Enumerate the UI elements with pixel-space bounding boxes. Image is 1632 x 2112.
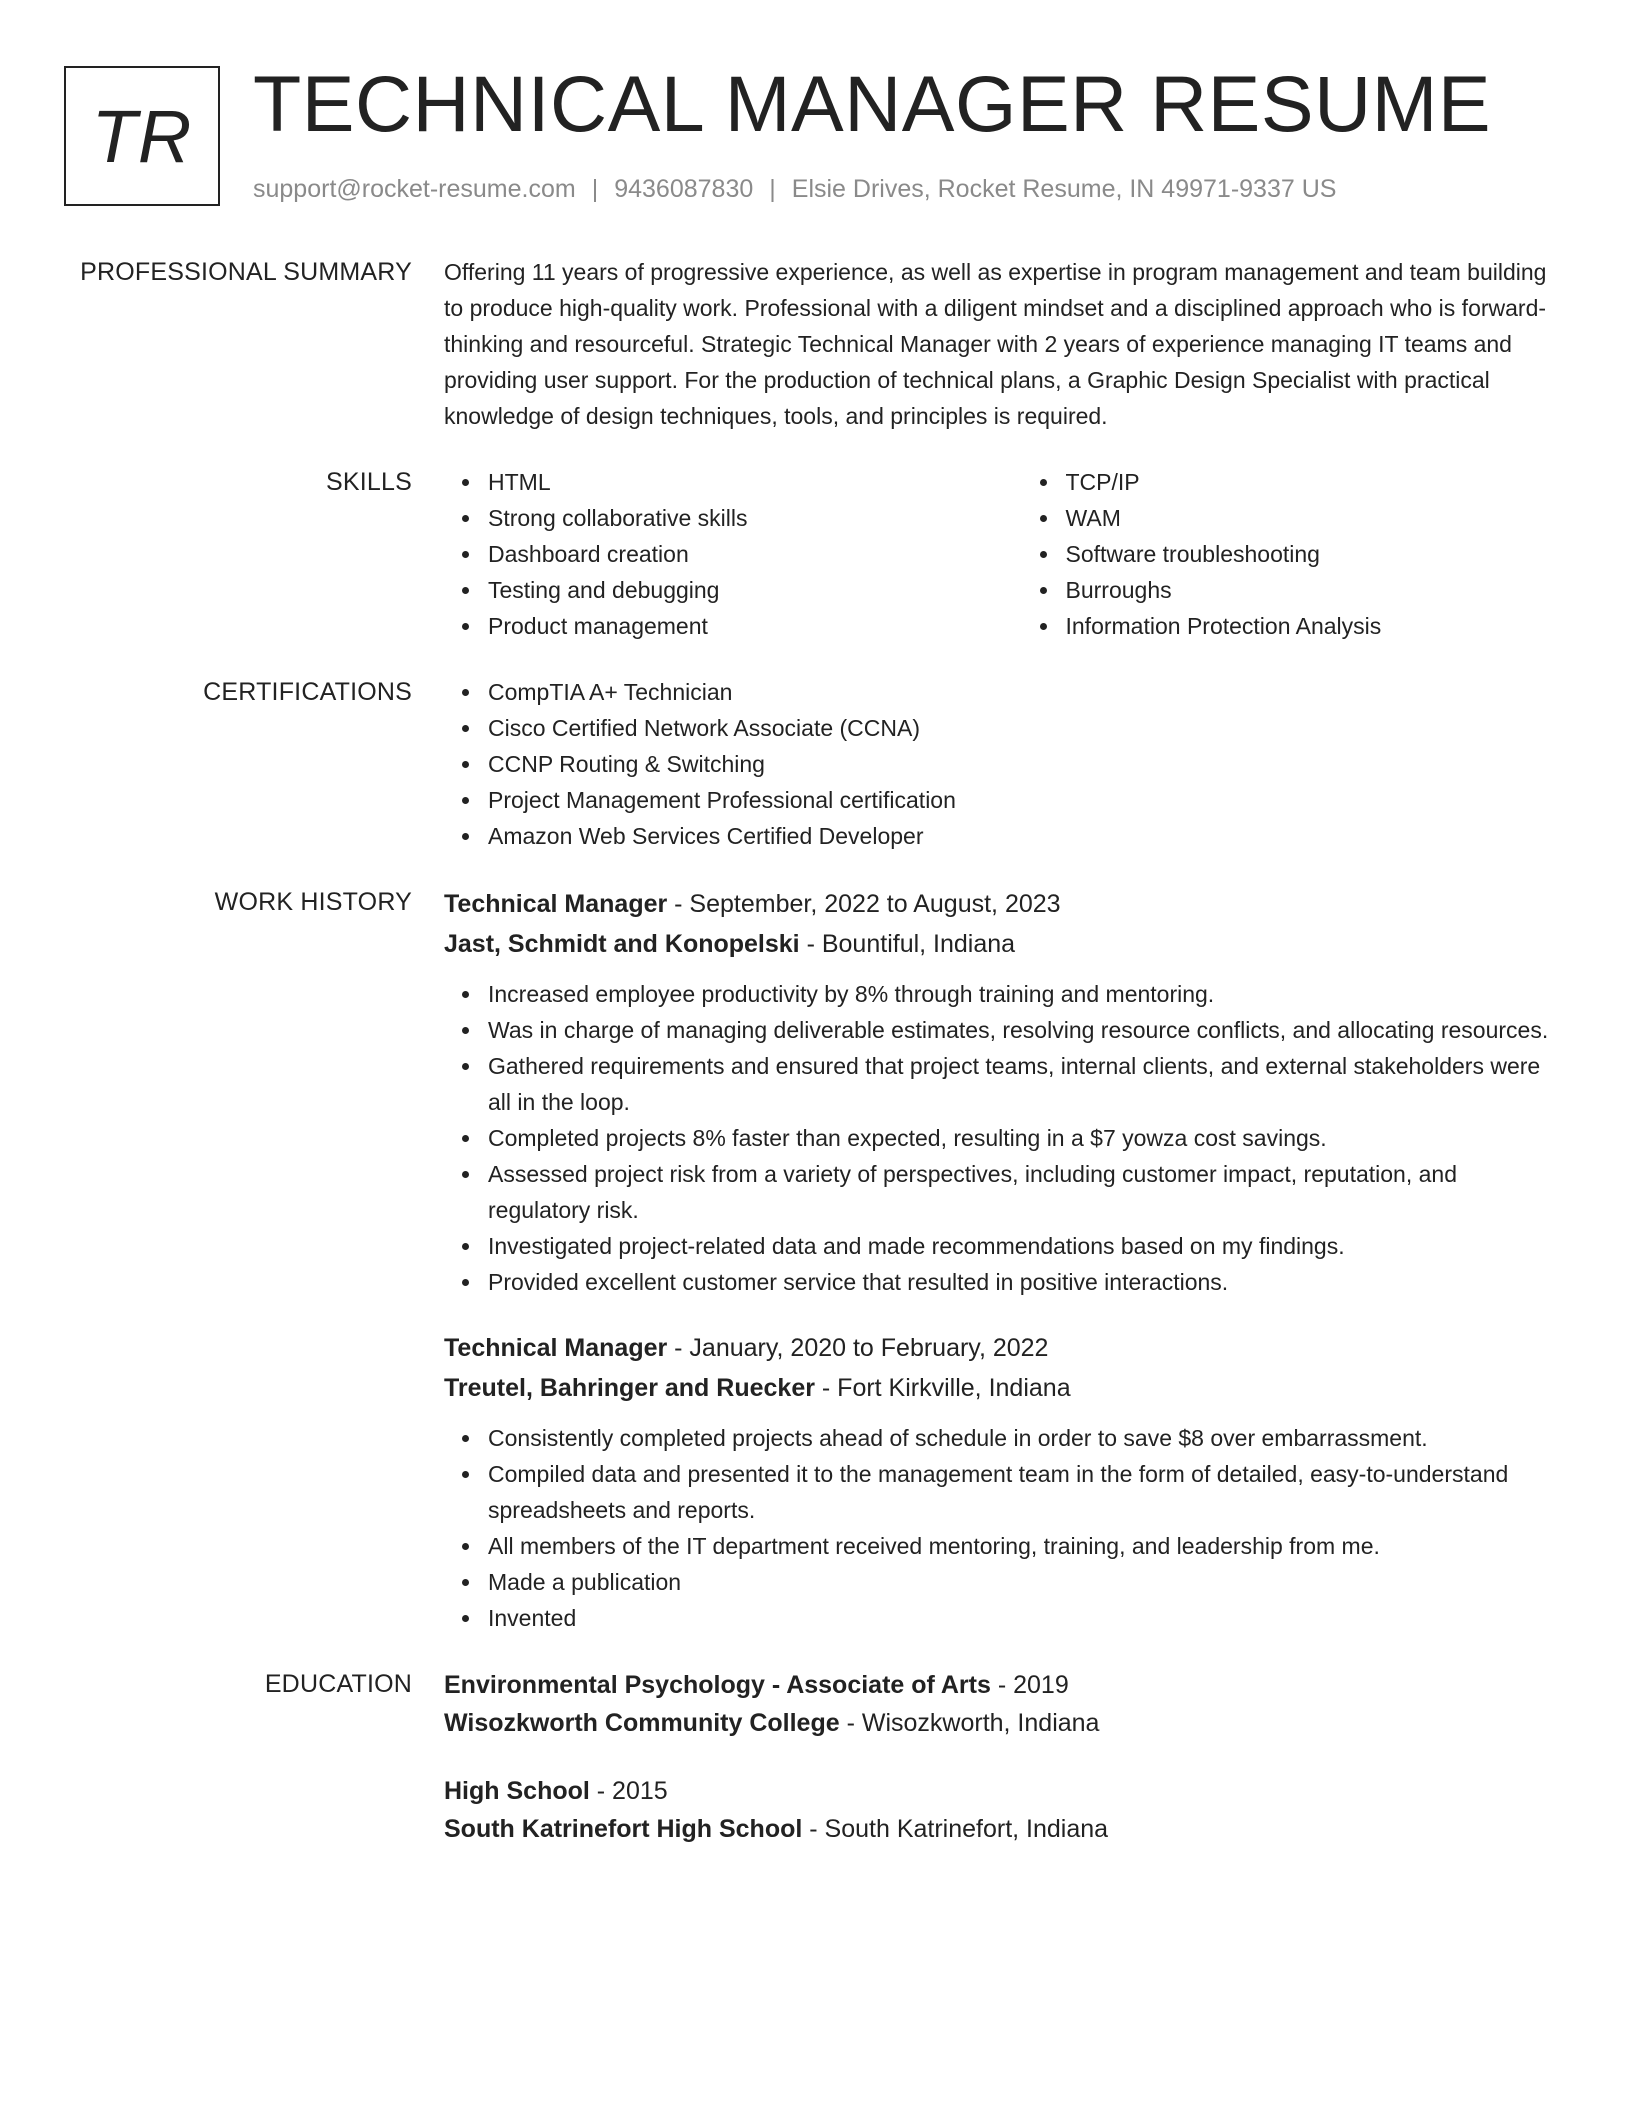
resume-sections (0, 254, 1632, 1878)
education-location: - South Katrinefort, Indiana (802, 1815, 1109, 1843)
education-school-line (444, 1704, 1554, 1742)
job-bullets (444, 1420, 1554, 1636)
section-label: PROFESSIONAL SUMMARY (80, 258, 412, 286)
list-item: Amazon Web Services Certified Developer (488, 818, 1554, 854)
education-school-line (444, 1810, 1554, 1848)
certifications-list (444, 674, 1554, 854)
section-professional-summary (0, 254, 1632, 434)
education-degree: High School (444, 1777, 590, 1805)
education-year: - 2019 (990, 1671, 1069, 1699)
list-item: TCP/IP (1066, 464, 1555, 500)
list-item: Completed projects 8% faster than expected, resulting in a $7 yowza cost savings. (488, 1120, 1554, 1156)
monogram-initials: TR (91, 94, 193, 178)
job-company-line (444, 1368, 1554, 1408)
job-title-line (444, 884, 1554, 924)
job-location: - Fort Kirkville, Indiana (814, 1374, 1071, 1402)
section-label: WORK HISTORY (214, 888, 412, 916)
skills-grid (444, 464, 1554, 644)
education-entry (444, 1666, 1554, 1742)
job-company-line (444, 924, 1554, 964)
list-item: Strong collaborative skills (488, 500, 977, 536)
job-dates: - January, 2020 to February, 2022 (667, 1334, 1049, 1362)
list-item: HTML (488, 464, 977, 500)
section-body (444, 884, 1554, 1636)
skills-list-left (444, 464, 977, 644)
section-label: SKILLS (326, 468, 412, 496)
monogram-box (64, 66, 220, 206)
list-item: CompTIA A+ Technician (488, 674, 1554, 710)
job-bullets (444, 976, 1554, 1300)
education-school: Wisozkworth Community College (444, 1709, 840, 1737)
job-entry (444, 1328, 1554, 1636)
section-skills (0, 464, 1632, 644)
education-degree-line (444, 1772, 1554, 1810)
list-item: Provided excellent customer service that resulted in positive interactions. (488, 1264, 1554, 1300)
section-work-history (0, 884, 1632, 1636)
education-year: - 2015 (589, 1777, 668, 1805)
page-title: TECHNICAL MANAGER RESUME (253, 59, 1492, 148)
list-item: All members of the IT department received mentoring, training, and leadership from me. (488, 1528, 1554, 1564)
list-item: Dashboard creation (488, 536, 977, 572)
education-school: South Katrinefort High School (444, 1815, 803, 1843)
skills-list-right (1022, 464, 1555, 644)
education-location: - Wisozkworth, Indiana (839, 1709, 1100, 1737)
list-item: CCNP Routing & Switching (488, 746, 1554, 782)
contact-address: Elsie Drives, Rocket Resume, IN 49971-9337 US (791, 175, 1337, 203)
education-degree: Environmental Psychology - Associate of Arts (444, 1671, 991, 1699)
job-company: Jast, Schmidt and Konopelski (444, 930, 800, 958)
list-item: Was in charge of managing deliverable estimates, resolving resource conflicts, and allocating resources. (488, 1012, 1554, 1048)
section-body (444, 674, 1554, 854)
list-item: Burroughs (1066, 572, 1555, 608)
list-item: Project Management Professional certification (488, 782, 1554, 818)
list-item: Software troubleshooting (1066, 536, 1555, 572)
list-item: WAM (1066, 500, 1555, 536)
contact-separator: | (591, 175, 599, 203)
job-location: - Bountiful, Indiana (799, 930, 1016, 958)
section-education (0, 1666, 1632, 1848)
list-item: Investigated project-related data and made recommendations based on my findings. (488, 1228, 1554, 1264)
list-item: Cisco Certified Network Associate (CCNA) (488, 710, 1554, 746)
contact-line (253, 172, 1336, 206)
contact-separator: | (769, 175, 776, 203)
section-body (444, 464, 1554, 644)
summary-text: Offering 11 years of progressive experience, as well as expertise in program management and team building to produce high-quality work. Professional with a diligent mindset and a disciplined approach who is forward-thinking and resourceful. Strategic Technical Manager with 2 years of experience managing IT teams and providing user support. For the production of technical plans, a Graphic Design Specialist with practical knowledge of design techniques, tools, and principles is required. (444, 259, 1547, 429)
list-item: Information Protection Analysis (1066, 608, 1555, 644)
section-label: CERTIFICATIONS (203, 678, 412, 706)
section-label: EDUCATION (264, 1670, 412, 1698)
list-item: Compiled data and presented it to the management team in the form of detailed, easy-to-understand spreadsheets and reports. (488, 1456, 1554, 1528)
list-item: Testing and debugging (488, 572, 977, 608)
contact-email: support@rocket-resume.com (253, 175, 576, 203)
list-item: Increased employee productivity by 8% through training and mentoring. (488, 976, 1554, 1012)
job-dates: - September, 2022 to August, 2023 (667, 890, 1061, 918)
section-body (444, 1666, 1554, 1848)
section-body (444, 254, 1554, 434)
job-title-line (444, 1328, 1554, 1368)
list-item: Consistently completed projects ahead of schedule in order to save $8 over embarrassment. (488, 1420, 1554, 1456)
list-item: Gathered requirements and ensured that project teams, internal clients, and external stakeholders were all in the loop. (488, 1048, 1554, 1120)
list-item: Product management (488, 608, 977, 644)
list-item: Assessed project risk from a variety of perspectives, including customer impact, reputation, and regulatory risk. (488, 1156, 1554, 1228)
education-entry (444, 1772, 1554, 1848)
list-item: Invented (488, 1600, 1554, 1636)
section-certifications (0, 674, 1632, 854)
job-title: Technical Manager (444, 890, 668, 918)
contact-phone: 9436087830 (614, 175, 754, 203)
job-entry (444, 884, 1554, 1300)
job-title: Technical Manager (444, 1334, 668, 1362)
education-degree-line (444, 1666, 1554, 1704)
job-company: Treutel, Bahringer and Ruecker (444, 1374, 815, 1402)
list-item: Made a publication (488, 1564, 1554, 1600)
